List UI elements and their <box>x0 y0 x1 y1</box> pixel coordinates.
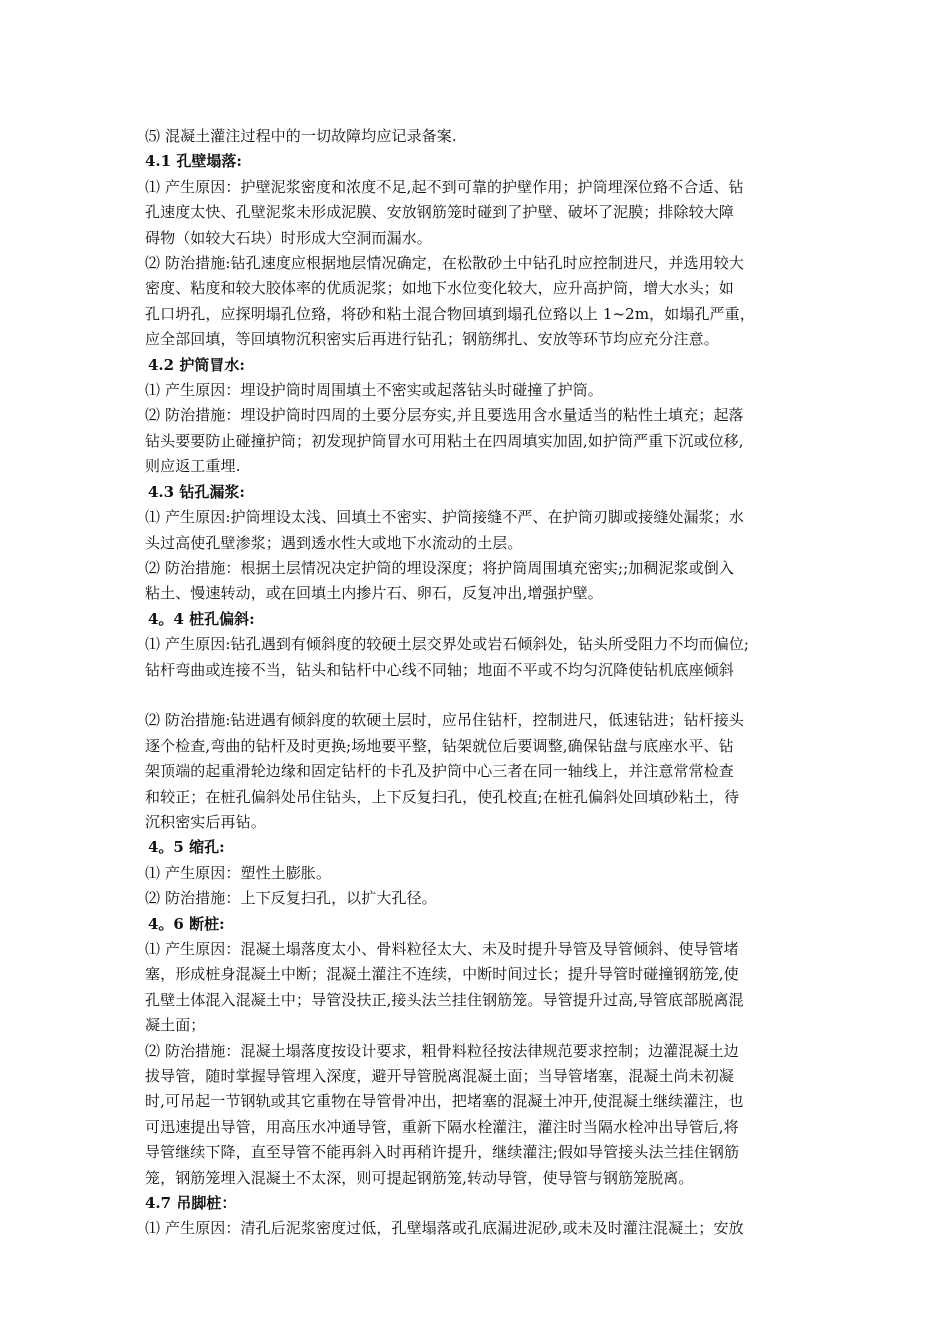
text-line: 孔口坍孔，应探明塌孔位臵，将砂和粘土混合物回填到塌孔位臵以上 1~2m，如塌孔严重， <box>145 304 755 323</box>
text-line: ⑵ 防治措施：根据土层情况决定护筒的埋设深度；将护筒周围填充密实;;加稠泥浆或倒入 <box>145 558 734 577</box>
text-line: 架顶端的起重滑轮边缘和固定钻杆的卡孔及护筒中心三者在同一轴线上，并注意常常检查 <box>145 762 734 781</box>
text-line: 导管继续下降，直至导管不能再斜入时再稍许提升，继续灌注;假如导管接头法兰挂住钢筋 <box>145 1143 740 1162</box>
paragraph <box>145 1216 810 1241</box>
paragraph <box>145 886 810 911</box>
text-line: 粘土、慢速转动，或在回填土内掺片石、卵石，反复冲出,增强护壁。 <box>145 584 603 603</box>
paragraph <box>145 632 810 708</box>
text-line: 可迅速提出导管，用高压水冲通导管，重新下隔水栓灌注，灌注时当隔水栓冲出导管后,将 <box>145 1117 739 1136</box>
section-heading: 4.7 吊脚桩： <box>145 1194 237 1213</box>
text-line: ⑵ 防治措施:钻孔速度应根据地层情况确定，在松散砂土中钻孔时应控制进尺，并选用较大 <box>145 254 744 273</box>
text-line: ⑴ 产生原因：塑性土膨胀。 <box>145 863 332 882</box>
text-line: 笼，钢筋笼埋入混凝土不太深，则可提起钢筋笼,转动导管，使导管与钢筋笼脱离。 <box>145 1168 694 1187</box>
text-line: 逐个检查,弯曲的钻杆及时更换;场地要平整，钻架就位后要调整,确保钻盘与底座水平、钻 <box>145 736 734 755</box>
text-line: 孔壁土体混入混凝土中；导管没扶正,接头法兰挂住钢筋笼。导管提升过高,导管底部脱离混 <box>145 990 744 1009</box>
text-line: ⑴ 产生原因:钻孔遇到有倾斜度的较硬土层交界处或岩石倾斜处，钻头所受阻力不均而偏位; <box>145 635 750 654</box>
text-line: ⑵ 防治措施：混凝土塌落度按设计要求，粗骨料粒径按法律规范要求控制；边灌混凝土边 <box>145 1041 739 1060</box>
section-heading: 4。5 缩孔: <box>148 838 225 857</box>
section-heading: 4.3 钻孔漏浆: <box>148 482 245 501</box>
paragraph <box>145 937 810 1039</box>
text-line: 塞，形成桩身混凝土中断；混凝土灌注不连续，中断时间过长；提升导管时碰撞钢筋笼,使 <box>145 965 739 984</box>
text-line: ⑴ 产生原因：清孔后泥浆密度过低，孔壁塌落或孔底漏进泥砂,或未及时灌注混凝土；安放 <box>145 1219 744 1238</box>
text-line: ⑴ 产生原因：护壁泥浆密度和浓度不足,起不到可靠的护壁作用；护筒埋深位臵不合适、钻 <box>145 177 744 196</box>
text-line: 碍物（如较大石块）时形成大空洞而漏水。 <box>145 228 432 247</box>
text-line: 沉积密实后再钻。 <box>145 812 266 831</box>
paragraph <box>145 124 810 149</box>
paragraph <box>145 708 810 835</box>
section-heading: 4。4 桩孔偏斜: <box>148 609 255 628</box>
text-line: ⑴ 产生原因:护筒埋设太浅、回填土不密实、护筒接缝不严、在护筒刃脚或接缝处漏浆；水 <box>145 508 744 527</box>
text-line: 应全部回填，等回填物沉积密实后再进行钻孔；钢筋绑扎、安放等环节均应充分注意。 <box>145 330 719 349</box>
text-line: ⑵ 防治措施:钻进遇有倾斜度的软硬土层时，应吊住钻杆，控制进尺，低速钻进；钻杆接头 <box>145 711 744 730</box>
section-heading: 4.1 孔壁塌落: <box>145 152 242 171</box>
text-line: 钻头要要防止碰撞护筒；初发现护筒冒水可用粘土在四周填实加固,如护筒严重下沉或位移, <box>145 431 744 450</box>
text-line: ⑸ 混凝土灌注过程中的一切故障均应记录备案. <box>145 127 457 145</box>
paragraph <box>145 403 810 479</box>
text-line: 头过高使孔壁渗浆；遇到透水性大或地下水流动的土层。 <box>145 533 523 552</box>
text-line: 时,可吊起一节钢轨或其它重物在导管骨冲出，把堵塞的混凝土冲开,使混凝土继续灌注，也 <box>145 1092 744 1111</box>
text-line: ⑴ 产生原因：埋设护筒时周围填土不密实或起落钻头时碰撞了护筒。 <box>145 381 603 400</box>
paragraph <box>145 505 810 556</box>
paragraph <box>145 251 810 353</box>
text-line: 和较正；在桩孔偏斜处吊住钻头，上下反复扫孔，使孔校直;在桩孔偏斜处回填砂粘土，待 <box>145 787 740 806</box>
text-line <box>145 683 810 708</box>
paragraph <box>145 1039 810 1191</box>
text-line: 则应返工重埋. <box>145 457 241 476</box>
paragraph <box>145 378 810 403</box>
text-line: ⑵ 防治措施：埋设护筒时四周的土要分层夯实,并且要选用含水量适当的粘性土填充；起落 <box>145 406 744 425</box>
text-line: 拔导管，随时掌握导管埋入深度，避开导管脱离混凝土面；当导管堵塞，混凝土尚未初凝 <box>145 1067 734 1086</box>
document-body <box>145 124 810 1242</box>
section-heading: 4.2 护筒冒水: <box>148 355 245 374</box>
section-heading: 4。6 断桩: <box>148 914 225 933</box>
text-line: 凝土面； <box>145 1016 206 1035</box>
text-line: ⑴ 产生原因：混凝土塌落度太小、骨料粒径太大、未及时提升导管及导管倾斜、使导管堵 <box>145 939 739 958</box>
text-line: 孔速度太快、孔壁泥浆未形成泥膜、安放钢筋笼时碰到了护壁、破坏了泥膜；排除较大障 <box>145 203 734 222</box>
paragraph <box>145 556 810 607</box>
paragraph <box>145 175 810 251</box>
text-line: ⑵ 防治措施：上下反复扫孔，以扩大孔径。 <box>145 889 437 908</box>
paragraph <box>145 861 810 886</box>
text-line: 密度、粘度和较大胶体率的优质泥浆；如地下水位变化较大，应升高护筒，增大水头；如 <box>145 279 734 298</box>
text-line: 钻杆弯曲或连接不当，钻头和钻杆中心线不同轴；地面不平或不均匀沉降使钻机底座倾斜 <box>145 660 734 679</box>
